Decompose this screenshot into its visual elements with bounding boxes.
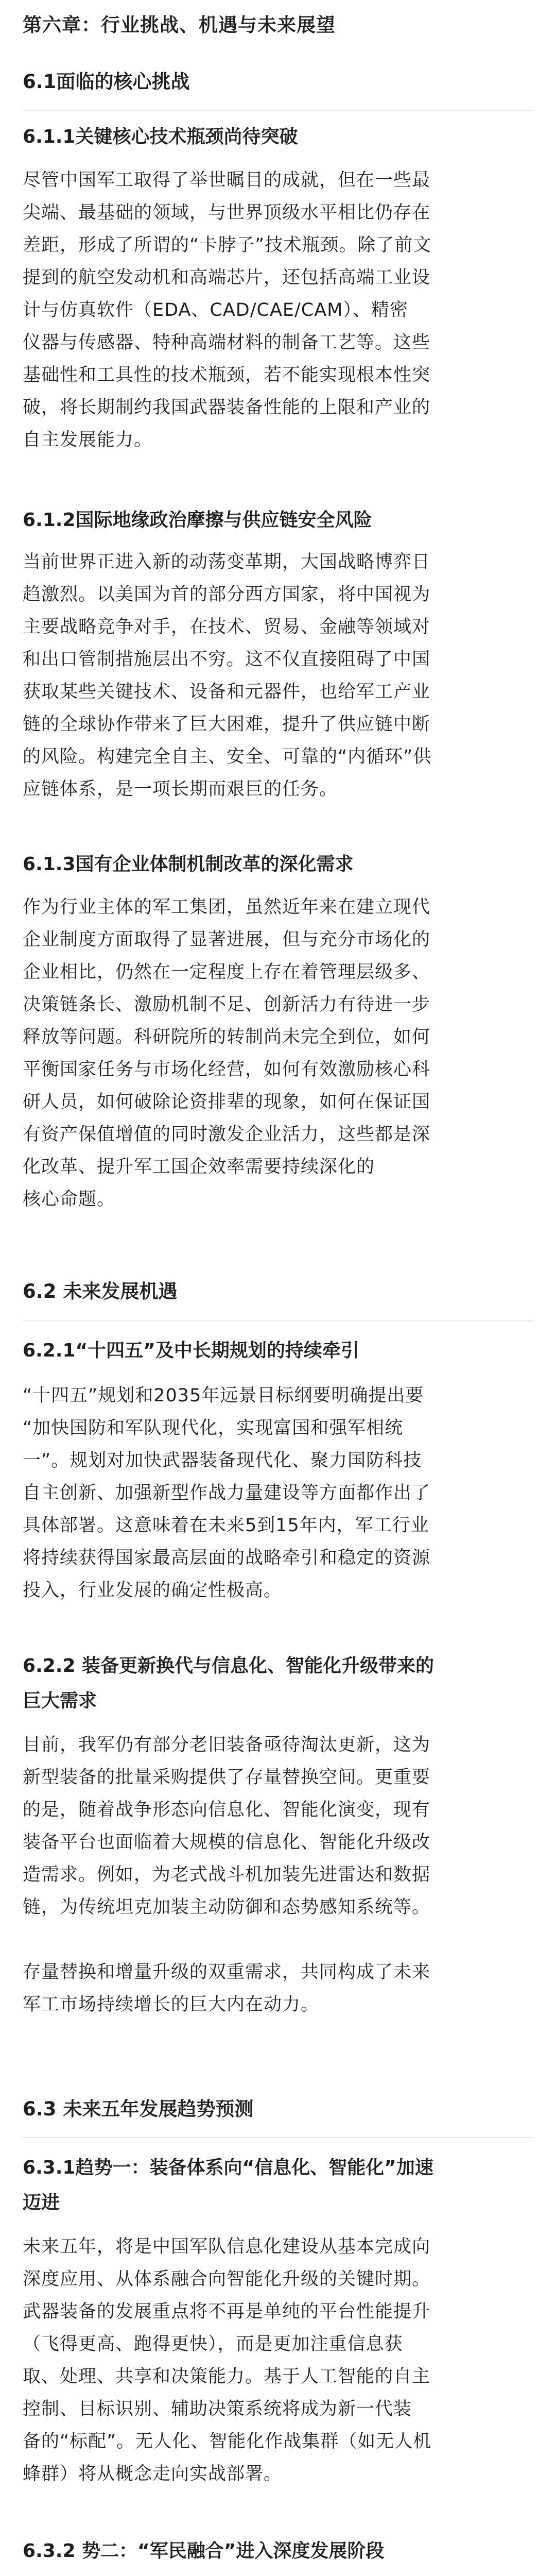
text-line: 的风险。构建完全自主、安全、可靠的“内循环”供 — [23, 747, 432, 767]
text-line: “加快国防和军队现代化，实现富国和强军相统 — [23, 1418, 404, 1438]
text-line: 当前世界正进入新的动荡变革期，大国战略博弈日 — [23, 552, 431, 572]
section-heading: 6.1面临的核心挑战 — [23, 71, 190, 93]
paragraph — [23, 1729, 533, 2021]
text-line: 仪器与传感器、特种高端材料的制备工艺等。这些 — [23, 332, 431, 353]
paragraph — [23, 164, 533, 456]
text-line: 尖端、最基础的领域，与世界顶级水平相比仍存在 — [23, 202, 431, 223]
text-line: 装备平台也面临着大规模的信息化、智能化升级改 — [23, 1832, 431, 1853]
text-line: 决策链条长、激励机制不足、创新活力有待进一步 — [23, 994, 431, 1015]
text-line: 研人员，如何破除论资排辈的现象，如何在保证国 — [23, 1092, 431, 1112]
text-line: 投入，行业发展的确定性极高。 — [23, 1580, 283, 1601]
text-line: 深度应用、从体系融合向智能化升级的关键时期。 — [23, 2269, 431, 2290]
text-line: 将持续获得国家最高层面的战略牵引和稳定的资源 — [23, 1548, 431, 1568]
text-line: 作为行业主体的军工集团，虽然近年来在建立现代 — [23, 897, 431, 918]
text-line: 自主发展能力。 — [23, 430, 153, 450]
text-line: 化改革、提升军工国企效率需要持续深化的 — [23, 1157, 375, 1177]
text-line: 有资产保值增值的同时激发企业活力，这些都是深 — [23, 1124, 431, 1145]
text-line: 计与仿真软件（EDA、CAD/CAE/CAM）、精密 — [23, 300, 408, 320]
text-line: 获取某些关键技术、设备和元器件，也给军工产业 — [23, 682, 431, 702]
text-line: 释放等问题。科研院所的转制尚未完全到位，如何 — [23, 1027, 431, 1047]
text-line: 新型装备的批量采购提供了存量替换空间。更重要 — [23, 1767, 431, 1788]
subsection-heading — [23, 2150, 533, 2221]
text-line: 企业制度方面取得了显著进展，但与充分市场化的 — [23, 929, 431, 950]
subsection-heading: 6.3.2 势二：“军民融合”进入深度发展阶段 — [23, 2540, 385, 2562]
section-heading: 6.3 未来五年发展趋势预测 — [23, 2098, 254, 2120]
text-line: “十四五”规划和2035年远景目标纲要明确提出要 — [23, 1385, 424, 1406]
chapter-title: 第六章：行业挑战、机遇与未来展望 — [23, 14, 336, 36]
text-line: 的是，随着战争形态向信息化、智能化演变，现有 — [23, 1800, 431, 1820]
subsection-heading: 6.1.3国有企业体制机制改革的深化需求 — [23, 854, 354, 875]
text-line: 趋激烈。以美国为首的部分西方国家，将中国视为 — [23, 584, 431, 605]
text-line: 控制、目标识别、辅助决策系统将成为新一代装 — [23, 2399, 412, 2419]
text-line: 巨大需求 — [23, 1690, 97, 1711]
text-line: 破，将长期制约我国武器装备性能的上限和产业的 — [23, 397, 431, 418]
text-line: 军工市场持续增长的巨大内在动力。 — [23, 1994, 320, 2015]
text-line: 6.2.2 装备更新换代与信息化、智能化升级带来的 — [23, 1655, 435, 1676]
text-line: 主要战略竞争对手，在技术、贸易、金融等领域对 — [23, 617, 431, 637]
section-divider — [23, 2137, 533, 2138]
text-line: 自主创新、加强新型作战力量建设等方面都作出了 — [23, 1483, 431, 1503]
section-divider — [23, 1320, 533, 1321]
text-line: 一”。规划对加快武器装备现代化、聚力国防科技 — [23, 1450, 422, 1471]
text-line: 目前，我军仍有部分老旧装备亟待淘汰更新，这为 — [23, 1735, 431, 1755]
text-line: 造需求。例如，为老式战斗机加装先进雷达和数据 — [23, 1865, 431, 1885]
text-line: （飞得更高、跑得更快），而是更加注重信息获 — [23, 2334, 403, 2354]
section-divider — [23, 110, 533, 111]
text-line: 应链体系，是一项长期而艰巨的任务。 — [23, 779, 338, 800]
section-heading: 6.2 未来发展机遇 — [23, 1280, 178, 1302]
text-line — [23, 1924, 533, 1956]
text-line: 武器装备的发展重点将不再是单纯的平台性能提升 — [23, 2301, 431, 2322]
paragraph — [23, 546, 533, 806]
text-line: 链的全球协作带来了巨大困难，提升了供应链中断 — [23, 714, 431, 735]
text-line: 备的“标配”。无人化、智能化作战集群（如无人机 — [23, 2431, 432, 2452]
text-line: 链，为传统坦克加装主动防御和态势感知系统等。 — [23, 1897, 431, 1918]
text-line: 差距，形成了所谓的“卡脖子”技术瓶颈。除了前文 — [23, 235, 432, 256]
text-line: 存量替换和增量升级的双重需求，共同构成了未来 — [23, 1962, 431, 1982]
subsection-heading: 6.1.2国际地缘政治摩擦与供应链安全风险 — [23, 510, 372, 531]
text-line: 核心命题。 — [23, 1189, 116, 1210]
paragraph — [23, 1380, 533, 1607]
text-line: 6.3.1趋势一：装备体系向“信息化、智能化”加速 — [23, 2157, 433, 2178]
text-line: 具体部署。这意味着在未来5到15年内，军工行业 — [23, 1515, 429, 1536]
text-line: 未来五年，将是中国军队信息化建设从基本完成向 — [23, 2236, 431, 2257]
text-line: 平衡国家任务与市场化经营，如何有效激励核心科 — [23, 1059, 431, 1080]
text-line: 取、处理、共享和决策能力。基于人工智能的自主 — [23, 2366, 431, 2387]
subsection-heading: 6.1.1关键核心技术瓶颈尚待突破 — [23, 126, 298, 147]
text-line: 基础性和工具性的技术瓶颈，若不能实现根本性突 — [23, 365, 431, 385]
text-line: 蜂群）将从概念走向实战部署。 — [23, 2464, 283, 2484]
text-line: 提到的航空发动机和高端芯片，还包括高端工业设 — [23, 267, 431, 288]
text-line: 迈进 — [23, 2192, 60, 2213]
subsection-heading: 6.2.1“十四五”及中长期规划的持续牵引 — [23, 1340, 359, 1361]
text-line: 和出口管制措施层出不穷。这不仅直接阻碍了中国 — [23, 649, 431, 670]
text-line: 尽管中国军工取得了举世瞩目的成就，但在一些最 — [23, 170, 431, 191]
paragraph — [23, 2231, 533, 2490]
paragraph — [23, 891, 533, 1216]
subsection-heading — [23, 1649, 533, 1719]
text-line: 企业相比，仍然在一定程度上存在着管理层级多、 — [23, 962, 431, 982]
